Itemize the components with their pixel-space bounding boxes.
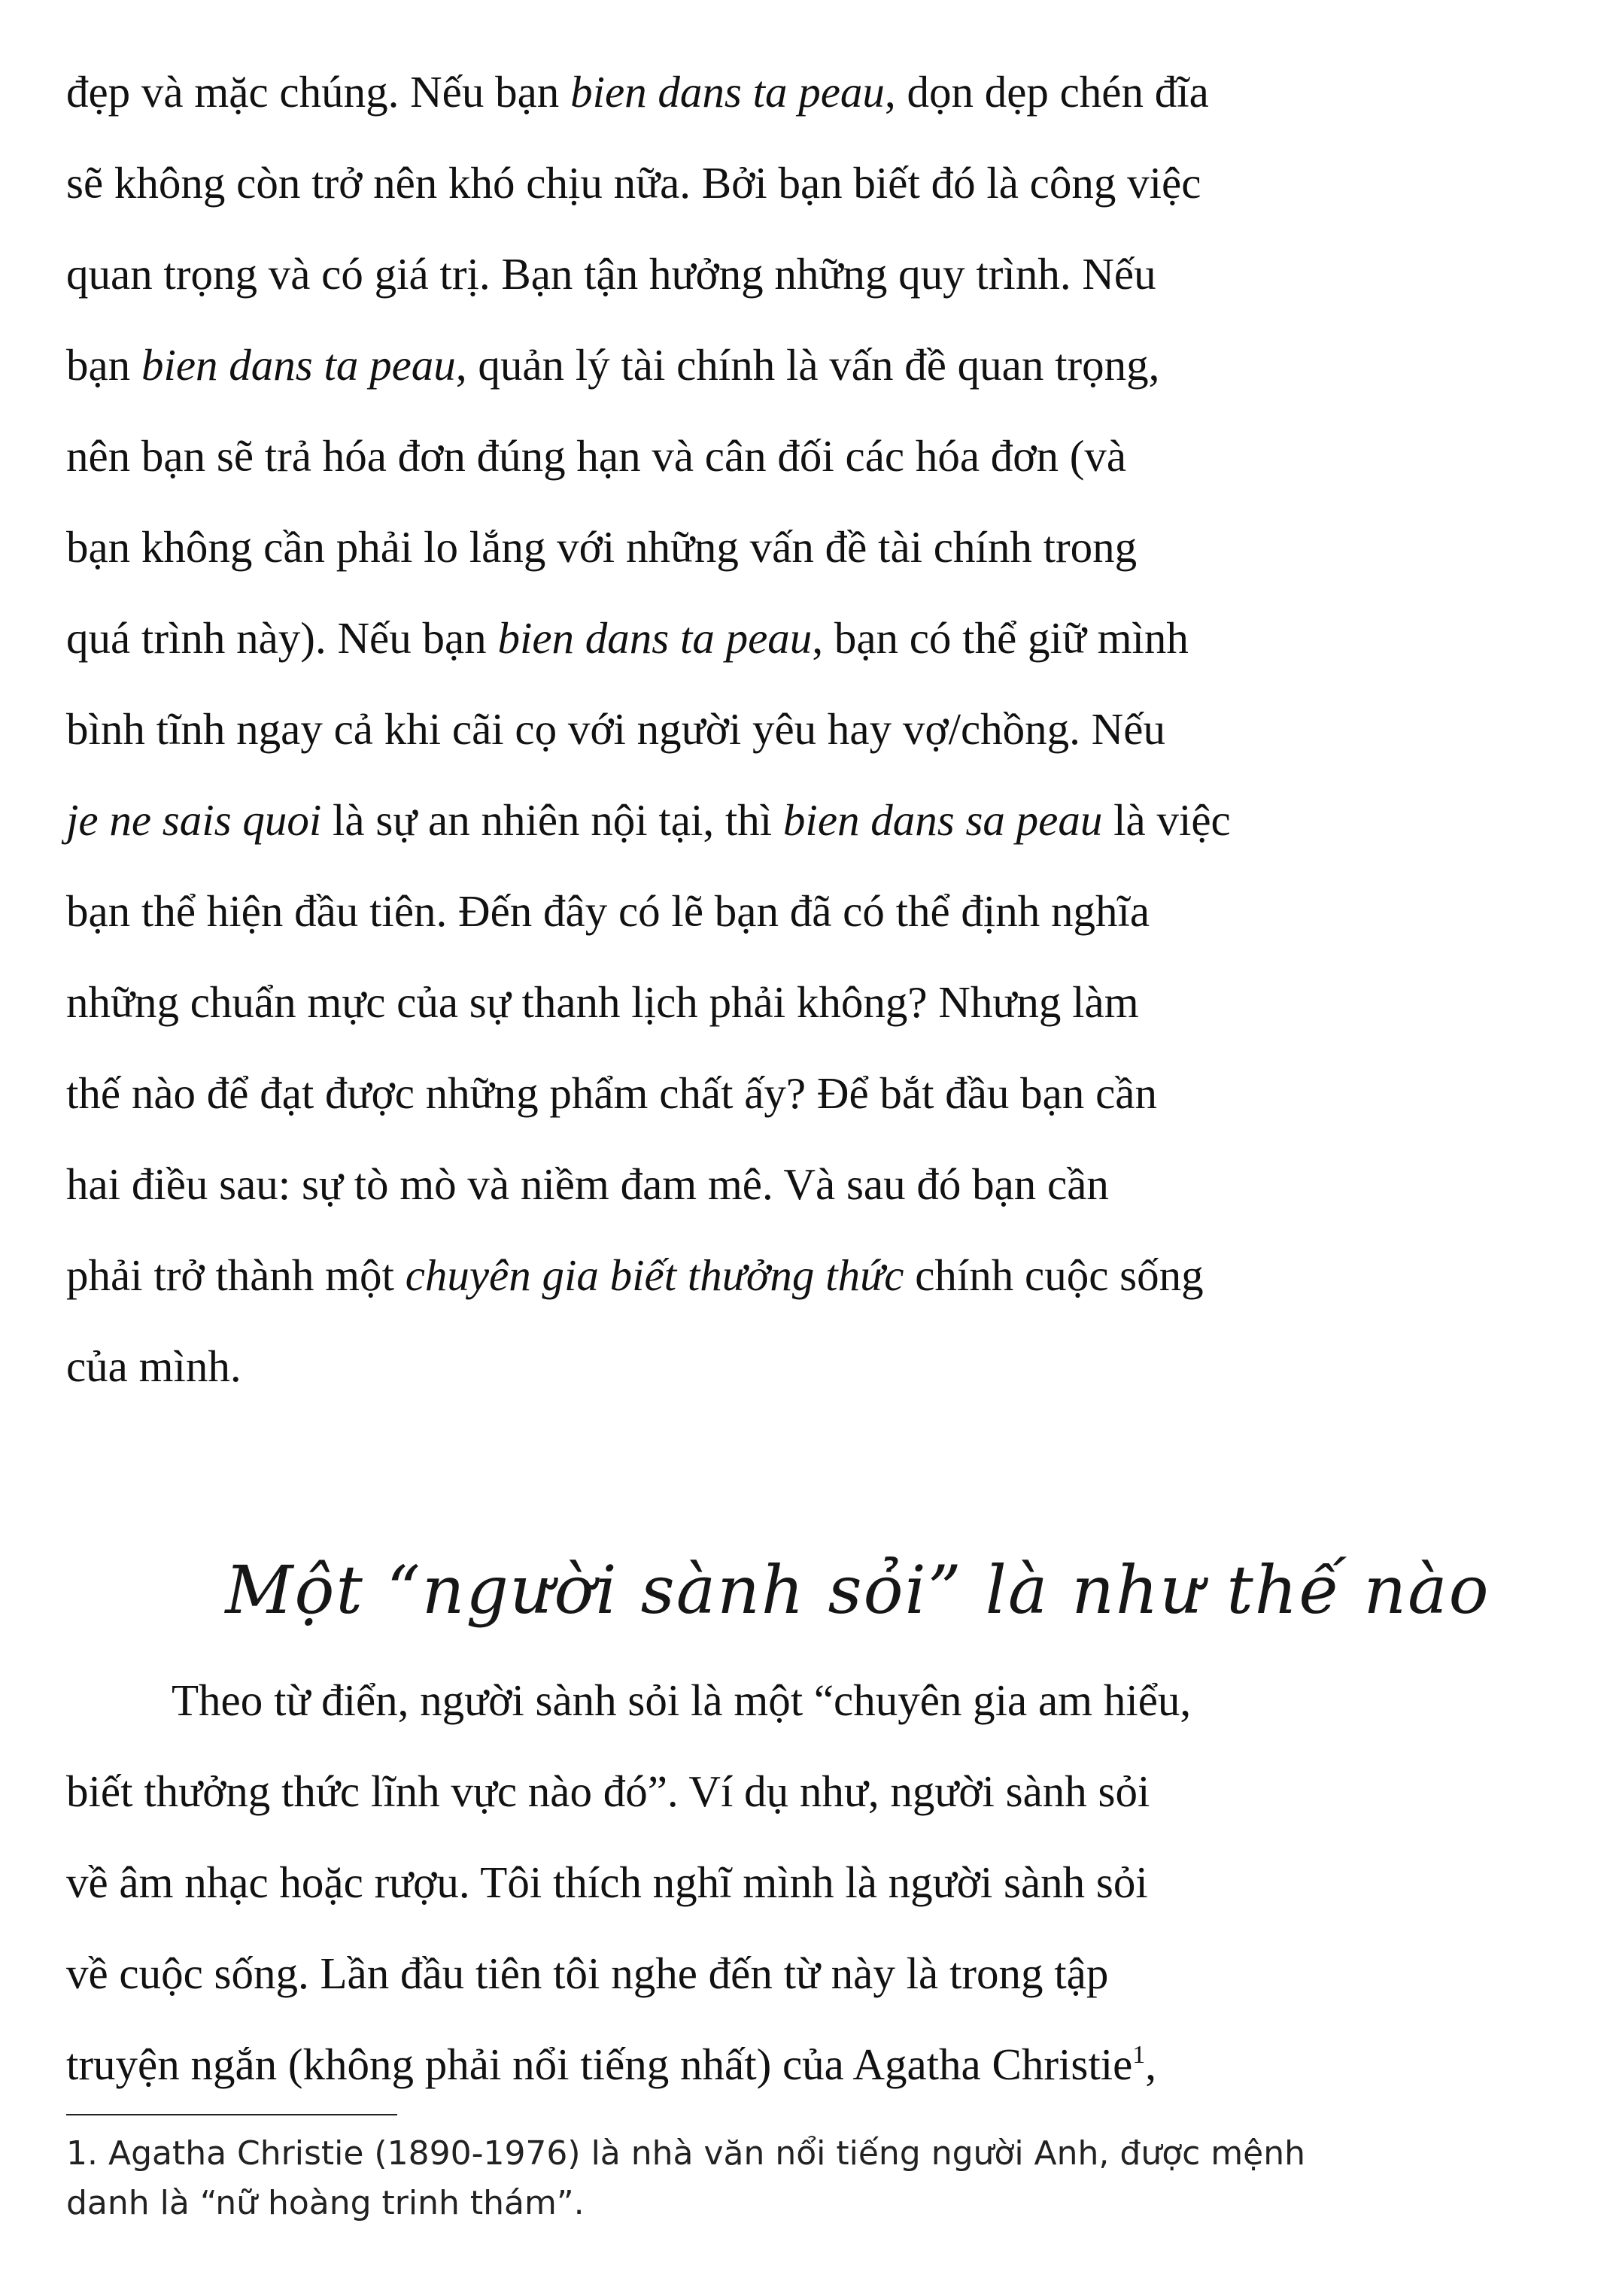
text-line: bình tĩnh ngay cả khi cãi cọ với người yêu hay vợ/chồng. Nếu: [66, 704, 1165, 754]
text-line: quan trọng và có giá trị. Bạn tận hưởng những quy trình. Nếu: [66, 249, 1156, 299]
text-line: bạn thể hiện đầu tiên. Đến đây có lẽ bạn đã có thể định nghĩa: [66, 886, 1150, 936]
footnote-line: danh là “nữ hoàng trinh thám”.: [66, 2184, 585, 2222]
text-line: đẹp và mặc chúng. Nếu bạn bien dans ta peau, dọn dẹp chén đĩa: [66, 67, 1209, 117]
footnote-line: 1. Agatha Christie (1890-1976) là nhà văn nổi tiếng người Anh, được mệnh: [66, 2134, 1306, 2173]
text-line: Theo từ điển, người sành sỏi là một “chuyên gia am hiểu,: [172, 1675, 1192, 1725]
text-line: về cuộc sống. Lần đầu tiên tôi nghe đến từ này là trong tập: [66, 1948, 1109, 1998]
text-line: bạn không cần phải lo lắng với những vấn đề tài chính trong: [66, 522, 1138, 572]
text-line: biết thưởng thức lĩnh vực nào đó”. Ví dụ như, người sành sỏi: [66, 1766, 1150, 1816]
punctuation: ,: [1145, 2039, 1157, 2089]
body-paragraph: [66, 1655, 1518, 2110]
footnote-marker: 1: [1132, 2041, 1146, 2069]
text-line: hai điều sau: sự tò mò và niềm đam mê. Và sau đó bạn cần: [66, 1159, 1109, 1209]
text-line: của mình.: [66, 1341, 242, 1391]
text-line: những chuẩn mực của sự thanh lịch phải không? Nhưng làm: [66, 977, 1139, 1027]
section-heading: Một “người sành sỏi” là như thế nào: [225, 1551, 1490, 1629]
text-line: bạn bien dans ta peau, quản lý tài chính là vấn đề quan trọng,: [66, 340, 1160, 390]
text-line: phải trở thành một chuyên gia biết thưởng thức chính cuộc sống: [66, 1250, 1204, 1300]
text-line: sẽ không còn trở nên khó chịu nữa. Bởi bạn biết đó là công việc: [66, 158, 1201, 208]
body-paragraph: [66, 47, 1518, 1412]
text-line: je ne sais quoi là sự an nhiên nội tại, thì bien dans sa peau là việc: [66, 795, 1231, 845]
text-line: [66, 2019, 1518, 2110]
text-line: quá trình này). Nếu bạn bien dans ta peau, bạn có thể giữ mình: [66, 613, 1189, 663]
footnote-divider: [66, 2114, 397, 2115]
text-line: nên bạn sẽ trả hóa đơn đúng hạn và cân đối các hóa đơn (và: [66, 431, 1127, 481]
text-line: về âm nhạc hoặc rượu. Tôi thích nghĩ mình là người sành sỏi: [66, 1857, 1148, 1907]
text-segment: truyện ngắn (không phải nổi tiếng nhất) của Agatha Christie: [66, 2039, 1133, 2089]
text-line: thế nào để đạt được những phẩm chất ấy? Để bắt đầu bạn cần: [66, 1068, 1157, 1118]
footnote: [66, 2129, 1518, 2228]
